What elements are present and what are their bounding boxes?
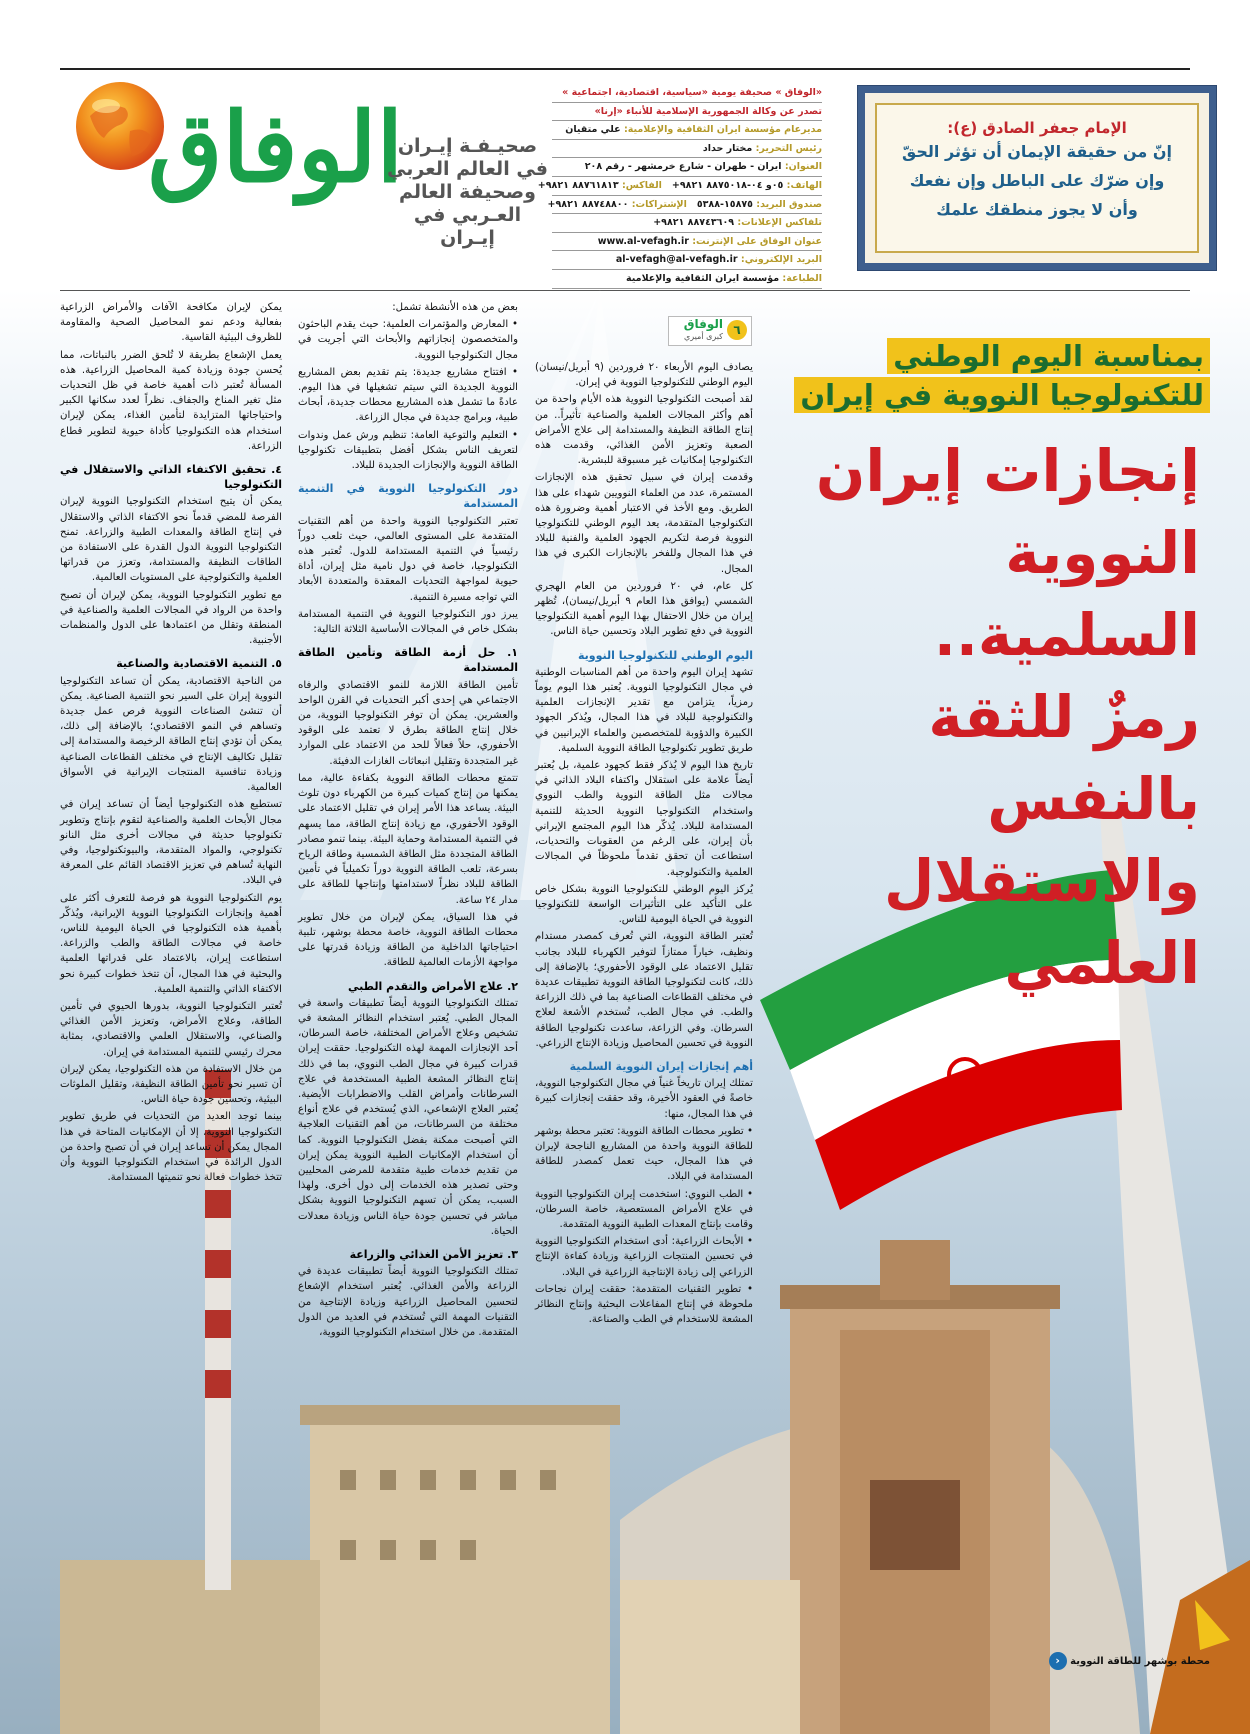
article-paragraph: في هذا السياق، يمكن لإيران من خلال تطوير محطات الطاقة النووية، خاصة محطة بوشهر، تلبية احتياجاتها الداخلية من الطاقة وزيادة قدرتها على مواجهة الأزمات العالمية للطاقة.: [298, 911, 518, 969]
article-subheading: أهم إنجازات إيران النووية السلمية: [569, 1059, 753, 1073]
article-paragraph: يُركز اليوم الوطني للتكنولوجيا النووية بشكل خاص على التأكيد على التأثيرات الواسعة للتكنولوجيا النووية في الحياة اليومية للناس.: [535, 883, 753, 926]
info-key: الهاتف:: [786, 179, 822, 191]
info-value: ٨٨٧٦١٨١٣ ٩٨٢١+: [537, 179, 619, 191]
article-paragraph: • تطوير التقنيات المتقدمة: حققت إيران نجاحات ملحوظة في إنتاج المفاعلات البحثية وإنتاج النظائر المشعة للاستخدام في الطب والصناعة.: [535, 1283, 753, 1326]
article-paragraph: تشهد إيران اليوم واحدة من أهم المناسبات الوطنية في مجال التكنولوجيا النووية. يُعتبر هذا اليوم يوماً رمزياً، يتزامن مع تقدير الإنجازات العلمية والتكنولوجية للبلاد في هذا المجال، ويُذكر الجهود الكبيرة والدؤوبة للمتخصصين والعلماء الإيرانيين في طريق تطوير تكنولوجيا الطاقة النووية السلمية.: [535, 666, 753, 754]
article-subheading: دور التكنولوجيا النووية في التنمية المستدامة: [298, 482, 518, 511]
info-key: الفاكس:: [621, 179, 662, 191]
info-value: ٨٨٧٤٨٨٠٠ ٩٨٢١+: [547, 198, 629, 210]
quote-line: إنّ من حقيقة الإيمان أن تؤثر الحقّ: [901, 142, 1173, 161]
quote-line: وإن ضرّك على الباطل وإن نفعك: [909, 171, 1165, 190]
article-paragraph: يعمل الإشعاع بطريقة لا تُلحق الضرر بالنباتات، مما يُحسن جودة وزيادة كمية المحاصيل الزراعية. هذه المسألة تُعتبر ذات أهمية خاصة في ظل التحديات مثل تغير المناخ والجفاف. نظراً لعدد سكانها الكبير واحتياجاتها المتزايدة لتأمين الغذاء، يمكن لإيران استخدام هذه التكنولوجيا كأداة حيوية لتطوير قطاع الزراعة.: [60, 349, 282, 452]
article-paragraph: تستطيع هذه التكنولوجيا أيضاً أن تساعد إيران في مجال الأبحاث العلمية والصناعية لتقوم بإنتاج وتطوير تكنولوجيا حديثة في مجالات أخرى مثل النانو تكنولوجي، والمواد المتقدمة، والبيوتكنولوجيا، وفي النهاية تُساهم في تعزيز الاقتصاد القائم على المعرفة في البلاد.: [60, 799, 282, 887]
slogan-line: وصحيفة العالم: [399, 181, 536, 203]
slogan-line: العـربي في إيـران: [413, 204, 522, 249]
article-paragraph: تاريخ هذا اليوم لا يُذكر فقط كجهود علمية، بل يُعتبر أيضاً علامة على استقلال واكتفاء البلاد الذاتي في مجالات مثل الطاقة النووية والطب النووي واستخدام التكنولوجيا النووية الحديثة للتنمية المستدامة للبلاد. يُذكّر هذا اليوم المجتمع الإيراني بأن إيران، على الرغم من العقوبات والتحديات، استطاعت أن تحقق تقدماً ملحوظاً في المجالات العلمية والتكنولوجية.: [535, 760, 753, 878]
info-key: الطباعة:: [782, 272, 822, 284]
info-key: تلفاكس الإعلانات:: [737, 217, 822, 229]
article-paragraph: • المعارض والمؤتمرات العلمية: حيث يقدم الباحثون والمتخصصون إنجازاتهم والأبحاث التي أجريت في مجال التكنولوجيا النووية.: [298, 319, 518, 361]
article-paragraph: بعض من هذه الأنشطة تشمل:: [392, 302, 518, 313]
chevron-left-icon: ‹: [1049, 1652, 1067, 1670]
photo-caption: [1043, 1652, 1210, 1670]
kicker: [780, 338, 1210, 416]
caption-text: محطة بوشهر للطاقة النووية: [1070, 1656, 1210, 1667]
page-tag: [668, 316, 752, 346]
headline: [780, 430, 1200, 1004]
article-paragraph: تمتلك التكنولوجيا النووية أيضاً تطبيقات واسعة في المجال الطبي. يُعتبر استخدام النظائر المشعة في تشخيص وعلاج الأمراض المختلفة، خاصة السرطان، أحد الإنجازات المهمة لهذه التكنولوجيا. حققت إيران قدرات كبيرة في مجال الطب النووي، بما في ذلك إنتاج النظائر المشعة الطبية المستخدمة في علاج السرطانات وأمراض القلب والاضطرابات الأيضية. يُعتبر العلاج الإشعاعي، الذي يُستخدم في علاج أنواع مختلفة من السرطانات، من أهم التقنيات العلاجية التي أصبحت ممكنة بفضل التكنولوجيا النووية. كما أن استخدام الإمكانيات الطبية النووية يمكن إيران من تقديم خدمات طبية متقدمة للمرضى المحليين وحتى تصدير هذه الخدمات إلى دول أخرى. ولهذا السبب، يمكن أن تسهم التكنولوجيا النووية بشكل مباشر في تحسين جودة حياة الناس وزيادة معدلات الحياة.: [298, 997, 518, 1237]
article-paragraph: تعتبر التكنولوجيا النووية واحدة من أهم التقنيات المتقدمة على المستوى العالمي، حيث تلعب دوراً رئيسياً في التنمية المستدامة للدول. تُعتبر هذه التكنولوجيا، خاصة في دول نامية مثل إيران، أداة حيوية لمواجهة التحديات المعقدة والمتعددة الأبعاد التي تواجه مسيرة التنمية.: [298, 515, 518, 603]
article-subheading: ٣. تعزيز الأمن الغذائي والزراعة: [349, 1247, 518, 1261]
info-key: رئيس التحرير:: [755, 142, 822, 154]
article-paragraph: تمتلك إيران تاريخاً غنياً في مجال التكنولوجيا النووية، خاصةً في العقود الأخيرة، وقد حققت إنجازات كبيرة في هذا المجال، منها:: [535, 1078, 753, 1120]
article-paragraph: • افتتاح مشاريع جديدة: يتم تقديم بعض المشاريع النووية الجديدة التي سيتم تشغيلها في هذا اليوم. عادةً ما تشمل هذه المشاريع محطات جديدة، أبحاث طبية، وبرامج جديدة في مجال الزراعة.: [298, 366, 518, 424]
info-value: ١٥٨٧٥-٥٣٨٨: [696, 198, 753, 210]
article-paragraph: يوم التكنولوجيا النووية هو فرصة للتعرف أكثر على أهمية وإنجازات التكنولوجيا النووية الإيرانية، ويُذكّر بأهمية هذه التكنولوجيا في الحياة اليومية للناس، خاصة في مجالات الطاقة والطب والزراعة. استطاعت إيران، بالاعتماد على قدراتها العلمية والبحثية في هذا المجال، أن تتخذ خطوات كبيرة نحو الاكتفاء الذاتي والتنمية العلمية.: [60, 892, 282, 995]
slogan-line: في العالم العربي: [387, 158, 548, 180]
headline-line: والاستقلال العلمي: [884, 847, 1200, 997]
article-paragraph: يمكن أن يتيح استخدام التكنولوجيا النووية لإيران الفرصة للمضي قدماً نحو الاكتفاء الذاتي والاستقلال في إنتاج الطاقة والمعدات الطبية والزراعة. تمنح التكنولوجيا النووية الدول القدرة على الاستفادة من الطاقات النظيفة والمستدامة، وتعزز من قدراتها العلمية والتكنولوجية على المستويات العالمية.: [60, 496, 282, 584]
headline-line: رمزٌ للثقة بالنفس: [928, 683, 1200, 833]
kicker-line: بمناسبة اليوم الوطني: [887, 338, 1210, 374]
article-paragraph: • الطب النووي: استخدمت إيران التكنولوجيا النووية في علاج الأمراض المستعصية، خاصة السرطان، وقامت بإنتاج المعدات الطبية النووية المتقدمة.: [535, 1188, 753, 1230]
info-line: تصدر عن وكالة الجمهورية الإسلامية للأنباء «إرنا»: [552, 103, 822, 122]
article-paragraph: من خلال الاستفادة من هذه التكنولوجيا، يمكن لإيران أن تسير نحو تأمين الطاقة النظيفة، وتقليل الملوثات البيئية، وتحسين جودة حياة الناس.: [60, 1063, 282, 1106]
article-paragraph: تُعتبر التكنولوجيا النووية، بدورها الحيوي في تأمين الطاقة، وعلاج الأمراض، وتعزيز الأمن الغذائي والصناعي، والاستقلال العلمي والاقتصادي، بمثابة محرك رئيسي للتنمية المستدامة في إيران.: [60, 1000, 282, 1058]
article-paragraph: تُعتبر الطاقة النووية، التي تُعرف كمصدر مستدام ونظيف، خياراً ممتازاً لتوفير الكهرباء للبلاد بجانب تقليل الاعتماد على الوقود الأحفوري؛ بالإضافة إلى ذلك، كانت لتكنولوجيا الطاقة النووية تطبيقات عديدة في مختلف القطاعات الصناعية بما في ذلك الزراعة والطب. في مجال الطب، تُستخدم الأشعة لعلاج السرطان. وفي الزراعة، ساعدت تكنولوجيا الطاقة النووية في تحسين المحاصيل وزيادة الإنتاج الزراعي.: [535, 931, 753, 1049]
article-paragraph: يمكن لإيران مكافحة الآفات والأمراض الزراعية بفعالية ودعم نمو المحاصيل الصحية والمقاومة للظروف البيئية القاسية.: [60, 302, 282, 344]
article-paragraph: بينما توجد العديد من التحديات في طريق تطوير التكنولوجيا النووية، إلا أن الإمكانيات المتاحة في هذا المجال يمكن أن تساعد إيران في أن تصبح واحدة من الدول الرائدة في استخدام التكنولوجيا النووية وأن تتخذ خطوات فعالة نحو تنميتها المستدامة.: [60, 1111, 282, 1184]
article-paragraph: يصادف اليوم الأربعاء ٢٠ فروردين (٩ أبريل/نيسان) اليوم الوطني للتكنولوجيا النووية في إيران.: [535, 362, 753, 389]
article-paragraph: لقد أصبحت التكنولوجيا النووية هذه الأيام واحدة من أهم وأكثر المجالات العلمية والصناعية تأثيراً.. من إنتاج الطاقة النظيفة والمستدامة إلى علاج الأمراض الصعبة وتعزيز الأمن الغذائي، وقدمت هذه التكنولوجيا إمكانيات غير مسبوقة للبشرية.: [535, 394, 753, 467]
article-paragraph: تأمين الطاقة اللازمة للنمو الاقتصادي والرفاه الاجتماعي هي إحدى أكبر التحديات في القرن الواحد والعشرين. يمكن أن توفر التكنولوجيا النووية، من خلال إنتاج الطاقة بطرق لا تعتمد على الوقود الأحفوري، حلاً فعالاً للحد من الاعتماد على الموارد غير المتجددة وتقليل انبعاثات الغازات الدفيئة.: [298, 679, 518, 767]
page-tag-section: كبرى أميري: [683, 332, 723, 341]
kicker-line: للتكنولوجيا النووية في إيران: [794, 377, 1210, 413]
article-subheading: ٥. التنمية الاقتصادية والصناعية: [116, 657, 282, 671]
article-column-left: [60, 300, 282, 1187]
info-key: البريد الإلكتروني:: [740, 254, 822, 266]
info-value: ٨٨٧٤٣٦٠٩ ٩٨٢١+: [653, 217, 735, 229]
info-key: عنوان الوفاق على الإنترنت:: [692, 235, 822, 247]
quote-title: الإمام جعفر الصادق (ع):: [947, 119, 1127, 137]
info-value: مؤسسة ايران الثقافية والإعلامية: [626, 272, 780, 284]
info-line: «الوفاق » صحيفة يومية «سياسية، اقتصادية، اجتماعية »: [552, 84, 822, 103]
article-column-right: [535, 360, 753, 1329]
headline-line: النووية السلمية..: [933, 519, 1200, 669]
info-key: العنوان:: [784, 161, 822, 173]
article-column-middle: [298, 300, 518, 1342]
email-link[interactable]: al-vefagh@al-vefagh.ir: [615, 254, 738, 266]
article-paragraph: مع تطوير التكنولوجيا النووية، يمكن لإيران أن تصبح واحدة من الرواد في المجالات العلمية والصناعية في المنطقة وتقلل من اعتمادها على الدول والمنظمات الأجنبية.: [60, 589, 282, 647]
page-tag-name: الوفاق: [683, 317, 723, 331]
headline-line: إنجازات إيران: [815, 437, 1200, 505]
info-key: الإشتراكات:: [631, 198, 687, 210]
article-subheading: ١. حل أزمة الطاقة وتأمين الطاقة المستدامة: [298, 646, 518, 675]
article-paragraph: تتمتع محطات الطاقة النووية بكفاءة عالية، مما يمكنها من إنتاج كميات كبيرة من الكهرباء دون تلوث البيئة. يساعد هذا الأمر إيران في تقليل الاعتماد على الوقود الأحفوري، مع زيادة إنتاج الطاقة، مما يسهم في التنمية المستدامة وحماية البيئة. بينما تنمو مصادر الطاقة المتجددة مثل الطاقة الشمسية وطاقة الرياح بسرعة، تلعب الطاقة النووية دوراً تكميلياً في تأمين الطاقة للبلاد نظراً لاستدامتها وإنتاجها للطاقة على مدار ٢٤ ساعة.: [298, 772, 518, 906]
quote-line: وأن لا يجوز منطقك علمك: [936, 200, 1138, 219]
article-paragraph: • التعليم والتوعية العامة: تنظيم ورش عمل وندوات لتعريف الناس بشكل أفضل بتطبيقات تكنولوجيا الطاقة النووية والإنجازات الجديدة للبلاد.: [298, 429, 518, 472]
article-subheading: اليوم الوطني للتكنولوجيا النووية: [577, 648, 753, 662]
info-value: ايران - طهران - شارع خرمشهر - رقم ٢٠٨: [584, 161, 782, 173]
info-key: مديرعام مؤسسة ايران الثقافية والإعلامية:: [623, 124, 822, 136]
article-paragraph: • تطوير محطات الطاقة النووية: تعتبر محطة بوشهر للطاقة النووية واحدة من المشاريع الناجحة لإيران في هذا المجال، حيث تعمل كمصدر للطاقة المستدامة في البلاد.: [535, 1125, 753, 1183]
article-subheading: ٤. تحقيق الاكتفاء الذاتي والاستقلال في التكنولوجيا: [60, 463, 282, 492]
article-paragraph: من الناحية الاقتصادية، يمكن أن تساعد التكنولوجيا النووية إيران على السير نحو التنمية الصناعية. يمكن أن تنشئ الصناعات النووية فرص عمل جديدة وتساهم في النمو الاقتصادي؛ بالإضافة إلى ذلك، يمكن أن تؤدي إنتاج الطاقة الرخيصة والمستدامة إلى تقليل تكاليف الإنتاج في مختلف القطاعات الصناعية وزيادة تنافسية المنتجات الإيرانية في الأسواق العالمية.: [60, 675, 282, 794]
info-value: علي متقيان: [565, 124, 621, 136]
article-paragraph: تمتلك التكنولوجيا النووية أيضاً تطبيقات عديدة في الزراعة والأمن الغذائي. يُعتبر استخدام الإشعاع لتحسين المحاصيل الزراعية وزيادة الإنتاجية من التقنيات المهمة التي تُستخدم في العديد من الدول المتقدمة. من خلال استخدام التكنولوجيا النووية،: [298, 1266, 518, 1338]
info-value: ٠٥و ٠٤-٨٨٧٥٠١٨ ٩٨٢١+: [671, 179, 784, 191]
article-subheading: ٢. علاج الأمراض والتقدم الطبي: [348, 979, 518, 993]
website-link[interactable]: www.al-vefagh.ir: [597, 235, 689, 247]
info-key: صندوق البريد:: [756, 198, 822, 210]
info-value: مختار حداد: [702, 142, 753, 154]
article-paragraph: كل عام، في ٢٠ فروردين من العام الهجري الشمسي (يوافق هذا العام ٩ أبريل/نيسان)، تُظهر إيران من خلال الاحتفال بهذا اليوم أهمية التكنولوجيا النووية في دفع تطوير البلاد وتحسين حياة الناس.: [535, 580, 754, 638]
article-paragraph: • الأبحاث الزراعية: أدى استخدام التكنولوجيا النووية في تحسين المنتجات الزراعية وزيادة كفاءة الإنتاج الزراعي إلى زيادة الإنتاجية الزراعية في البلاد.: [535, 1236, 753, 1278]
slogan-line: صحيـفـة إيـران: [397, 135, 538, 157]
article-paragraph: وقدمت إيران في سبيل تحقيق هذه الإنجازات المستمرة، عدد من العلماء النوويين شهداء على هذا الطريق. ومع الأخذ في الاعتبار أهمية وضرورة هذه التكنولوجيا المتقدمة، يعد اليوم الوطني للتكنولوجيا النووية فرصة لتكريم الجهود العلمية والفنية للبلاد في هذا المجال وللفخر بالإنجازات الكبرى في هذا المجال.: [535, 472, 753, 575]
page-number: ٦: [727, 320, 747, 340]
logo-text: الوفاق: [148, 91, 404, 204]
article-paragraph: يبرز دور التكنولوجيا النووية في التنمية المستدامة بشكل خاص في المجالات الأساسية الثلاثة التالية:: [298, 608, 518, 636]
